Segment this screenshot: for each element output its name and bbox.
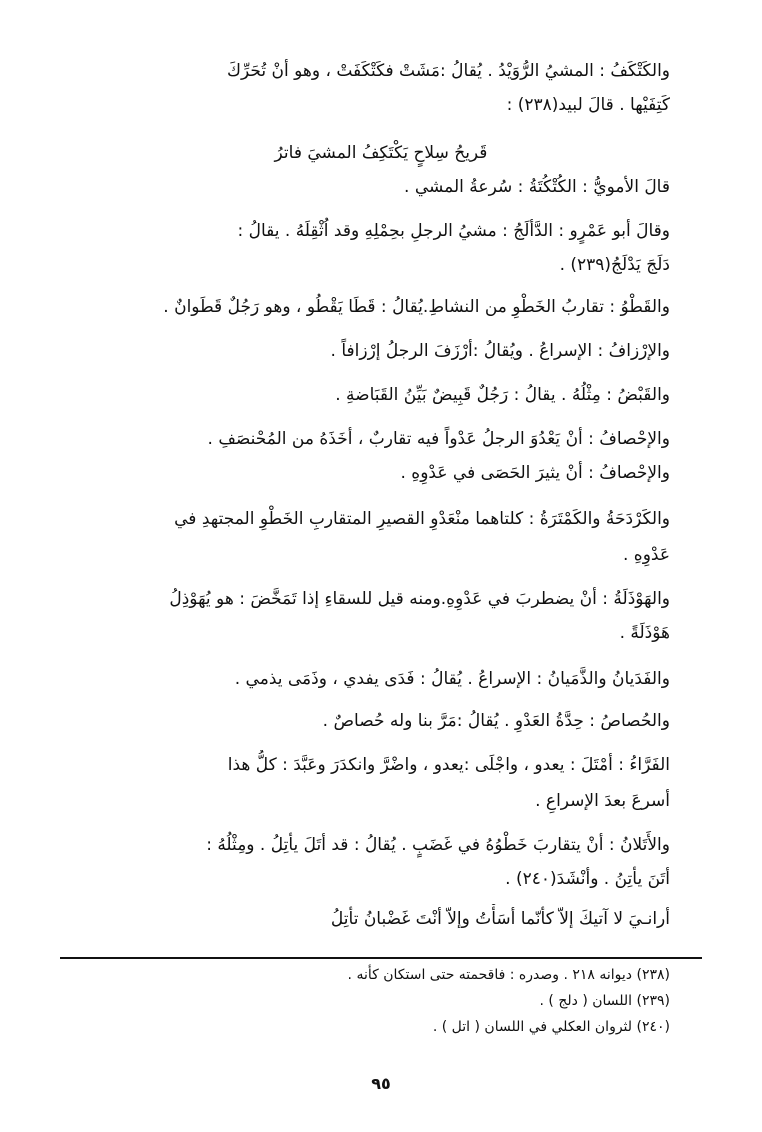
text-line: والقَبْضُ : مِثْلُهُ . يقالُ : رَجُلٌ قَبِيضٌ بَيِّنُ القَبَاضةِ . — [335, 385, 670, 405]
page-number: ٩٥ — [371, 1074, 391, 1093]
text-line: والكَتْكَفُ : المشيُ الرُّوَيْدُ . يُقالُ :مَشَتْ فكَتْكَفَتْ ، وهو أنْ تُحَرِّكَ — [226, 61, 670, 81]
text-line: والقَطْوُ : تقاربُ الخَطْوِ من النشاطِ.يُقالُ : قَطَا يَقْطُو ، وهو رَجُلٌ قَطَوانٌ . — [163, 297, 670, 317]
text-line: والهَوْذَلَةُ : أنْ يضطربَ في عَدْوِهِ.ومنه قيل للسقاءِ إذا تَمَخَّضَ : هو يُهَوْذِلُ — [169, 589, 670, 609]
verse-line: أرانـيَ لا آتيكَ إلاّ كأنّما أسَأْتُ وإلاّ أنْتَ غَضْبانُ تأتِلُ — [330, 909, 670, 929]
verse-line: قَريحُ سِلاحٍ يَكْتَكِفُ المشيَ فاترُ — [274, 143, 488, 163]
text-line: والأَتَلانُ : أنْ يتقاربَ خَطْوُهُ في غَضَبٍ . يُقالُ : قد أتَلَ يأتِلُ . ومِثْلُهُ : — [206, 835, 670, 855]
text-line: والإحْصافُ : أنْ يَعْدُوَ الرجلُ عَدْواً فيه تقاربٌ ، أخَذَهُ من المُحْنصَفِ . — [207, 429, 670, 449]
text-line: أتَنَ يأتِنُ . وأنْشَدَ(٢٤٠) . — [505, 869, 670, 889]
text-line: هَوْذَلَةً . — [619, 623, 670, 643]
text-line: أسرعَ بعدَ الإسراعِ . — [535, 791, 670, 811]
footnote: (٢٣٨) ديوانه ٢١٨ . وصدره : فاقحمته حتى استكان كأنه . — [347, 967, 670, 983]
text-line: والفَدَيانُ والذَّمَيانُ : الإسراعُ . يُقالُ : فَدَى يفدي ، وذَمَى يذمي . — [234, 669, 670, 689]
text-line: قالَ الأمويُّ : الكُتْكُتَةُ : سُرعةُ المشي . — [404, 177, 670, 197]
text-line: والإرْزافُ : الإسراعُ . ويُقالُ :أرْزَفَ الرجلُ إرْزافاً . — [330, 341, 670, 361]
text-line: والحُصاصُ : حِدَّةُ العَدْوِ . يُقالُ :مَرَّ بنا وله حُصاصٌ . — [322, 711, 670, 731]
footnote: (٢٣٩) اللسان ( دلج ) . — [539, 993, 670, 1009]
text-line: والكَرْدَحَةُ والكَمْتَرَةُ : كلتاهما منْعَدْوِ القصيرِ المتقاربِ الخَطْوِ المجتهدِ في — [174, 509, 670, 529]
footnote-divider — [60, 957, 702, 959]
text-line: الفَرَّاءُ : أمْتَلَ : يعدو ، واجْلَى :يعدو ، واضْرَّ وانكدَرَ وعَبَّدَ : كلُّ هذا — [227, 755, 670, 775]
text-line: عَدْوِهِ . — [623, 545, 670, 565]
footnote: (٢٤٠) لثروان العكلي في اللسان ( اتل ) . — [432, 1019, 670, 1035]
text-line: وقالَ أبو عَمْرٍو : الدَّألَجُ : مشيُ الرجلِ بحِمْلِهِ وقد اُثْقِلَهُ . يقالُ : — [237, 221, 670, 241]
text-line: والإحْصافُ : أنْ يثيرَ الحَصَى في عَدْوِهِ . — [400, 463, 670, 483]
text-line: كَتِفَيْها . قالَ لبيد(٢٣٨) : — [506, 95, 670, 115]
text-line: دَلَجَ يَدْلَجُ(٢٣٩) . — [559, 255, 670, 275]
